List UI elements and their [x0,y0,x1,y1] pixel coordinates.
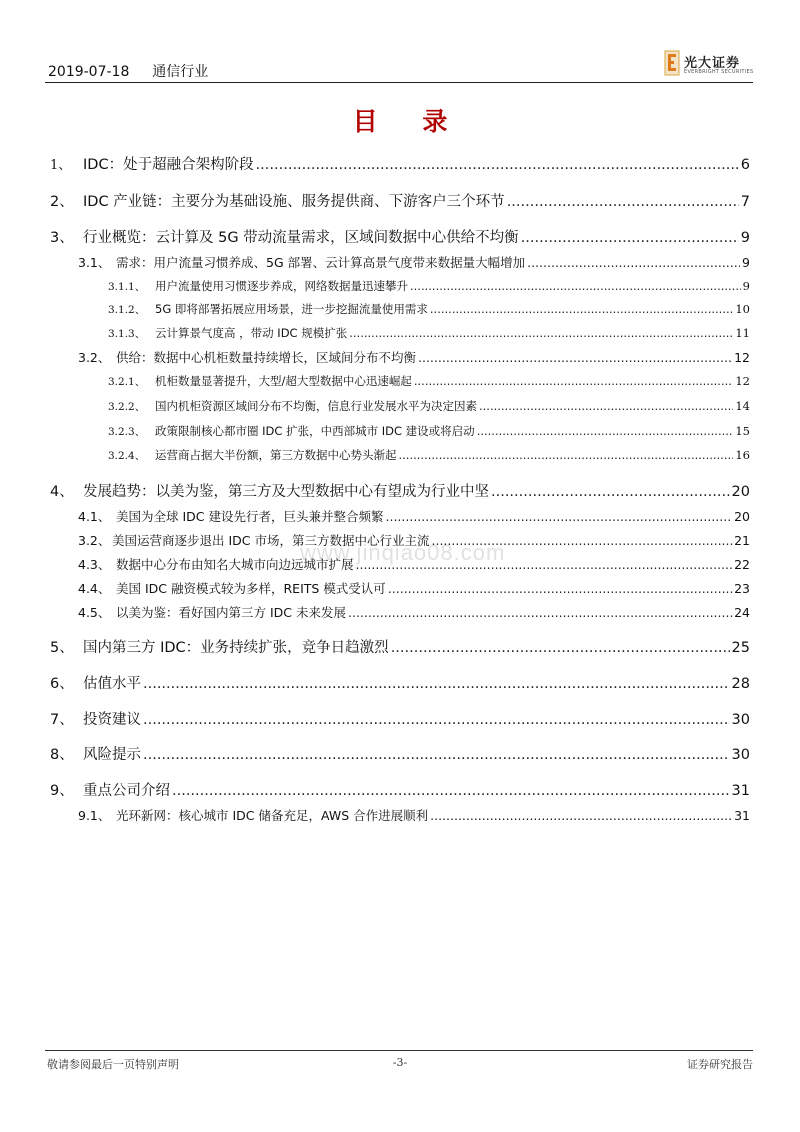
toc-number: 3.1.3、 [108,328,146,340]
toc-page: 7 [740,194,750,210]
toc-leader-dots [143,676,730,692]
logo-chinese-name: 光大证券 [684,56,741,71]
toc-number: 4.1、 [78,509,111,524]
toc-page: 15 [735,424,750,438]
toc-number: 9.1、 [78,808,111,823]
toc-entry-9-1[interactable] [78,806,750,824]
toc-leader-dots [256,157,739,173]
toc-number: 3.2、 [78,350,111,365]
toc-leader-dots [388,581,732,596]
toc-entry-1[interactable] [50,153,750,174]
toc-entry-8[interactable] [50,743,750,764]
toc-number: 3.2.1、 [108,376,146,388]
footer-disclaimer: 敬请参阅最后一页特别声明 [47,1058,179,1071]
toc-text: 5G 即将部署拓展应用场景，进一步挖掘流量使用需求 [155,302,428,316]
toc-text: 美国运营商逐步退出 IDC 市场，第三方数据中心行业主流 [112,533,430,548]
toc-text: 机柜数量显著提升，大型/超大型数据中心迅速崛起 [155,374,412,388]
toc-number: 3.2.4、 [108,450,146,462]
toc-number: 2、 [50,194,74,210]
toc-number: 9、 [50,783,74,799]
toc-leader-dots [491,484,730,500]
toc-leader-dots [356,557,733,572]
toc-text: 用户流量使用习惯逐步养成，网络数据量迅速攀升 [155,279,408,293]
everbright-logo [664,50,754,78]
toc-entry-4-4[interactable] [78,579,750,597]
toc-entry-3-1-3[interactable] [108,325,750,341]
report-header [48,61,208,81]
toc-leader-dots [507,194,739,210]
toc-text: 发展趋势：以美为鉴，第三方及大型数据中心有望成为行业中坚 [83,484,489,500]
toc-entry-4-5[interactable] [78,603,750,621]
toc-leader-dots [143,747,730,763]
toc-page: 31 [731,783,750,799]
toc-number: 3.1.2、 [108,304,146,316]
toc-page: 28 [731,676,750,692]
toc-text: 光环新网：核心城市 IDC 储备充足，AWS 合作进展顺利 [116,808,429,823]
footer-page-number: -3- [392,1056,408,1069]
toc-leader-dots [432,533,733,548]
toc-number: 4.4、 [78,581,111,596]
toc-page: 9 [740,230,750,246]
toc-page: 12 [734,350,750,365]
toc-text: 以美为鉴：看好国内第三方 IDC 未来发展 [116,605,346,620]
toc-leader-dots [349,326,733,340]
toc-page: 9 [742,279,750,293]
toc-number: 8、 [50,747,74,763]
toc-entry-3-1-1[interactable] [108,278,750,294]
industry-label: 通信行业 [152,64,209,80]
toc-entry-7[interactable] [50,708,750,729]
toc-page: 20 [731,484,750,500]
toc-leader-dots [430,302,733,316]
toc-leader-dots [391,640,730,656]
everbright-logo-icon [664,50,680,76]
toc-number: 4、 [50,484,74,500]
toc-text: 云计算景气度高 ，带动 IDC 规模扩张 [155,326,348,340]
toc-page: 10 [735,302,750,316]
toc-title: 目 录 [352,107,466,136]
toc-page: 31 [734,808,750,823]
toc-leader-dots [521,230,739,246]
toc-page: 6 [740,157,750,173]
toc-text: 数据中心分布由知名大城市向边远城市扩展 [116,557,354,572]
toc-text: 供给：数据中心机柜数量持续增长，区域间分布不均衡 [116,350,417,365]
toc-text: 政策限制核心都市圈 IDC 扩张，中西部城市 IDC 建设或将启动 [155,424,475,438]
toc-number: 5、 [50,640,74,656]
toc-text: 国内第三方 IDC：业务持续扩张，竞争日趋激烈 [83,640,389,656]
toc-page: 20 [734,509,750,524]
toc-text: 风险提示 [83,747,141,763]
toc-number: 3.2.2、 [108,401,146,413]
toc-entry-4-3[interactable] [78,555,750,573]
logo-english-name: EVERBRIGHT SECURITIES [684,69,754,75]
toc-entry-3-2[interactable] [78,348,750,366]
toc-leader-dots [479,399,733,413]
toc-number: 3.2、 [78,533,111,548]
toc-entry-9[interactable] [50,779,750,800]
toc-leader-dots [527,255,740,270]
toc-entry-3[interactable] [50,226,750,247]
toc-leader-dots [477,424,734,438]
toc-entry-4-2[interactable] [78,531,750,549]
toc-text: 行业概览：云计算及 5G 带动流量需求，区域间数据中心供给不均衡 [83,230,519,246]
toc-page: 24 [734,605,750,620]
toc-number: 6、 [50,676,74,692]
toc-text: 国内机柜资源区域间分布不均衡，信息行业发展水平为决定因素 [155,399,477,413]
report-date: 2019-07-18 [48,64,130,80]
toc-entry-4-1[interactable] [78,507,750,525]
toc-page: 14 [735,399,750,413]
toc-leader-dots [399,448,734,462]
watermark: www.jinqiao08.com [300,540,506,565]
toc-text: 运营商占据大半份额，第三方数据中心势头渐起 [155,448,397,462]
toc-leader-dots [414,374,733,388]
toc-leader-dots [430,808,732,823]
toc-entry-3-2-2[interactable] [108,398,750,414]
toc-text: IDC：处于超融合架构阶段 [83,157,254,173]
toc-entry-3-2-4[interactable] [108,447,750,463]
toc-page: 11 [735,326,750,340]
footer-report-type: 证券研究报告 [687,1058,753,1071]
toc-leader-dots [386,509,733,524]
toc-text: 需求：用户流量习惯养成、5G 部署、云计算高景气度带来数据量大幅增加 [116,255,526,270]
toc-text: 重点公司介绍 [83,783,170,799]
toc-number: 3.2.3、 [108,426,146,438]
toc-entry-6[interactable] [50,672,750,693]
toc-number: 4.3、 [78,557,111,572]
toc-page: 22 [734,557,750,572]
toc-leader-dots [348,605,732,620]
footer-divider [45,1050,753,1051]
toc-number: 7、 [50,712,74,728]
toc-text: IDC 产业链：主要分为基础设施、服务提供商、下游客户三个环节 [83,194,505,210]
toc-page: 25 [731,640,750,656]
toc-entry-3-2-1[interactable] [108,373,750,389]
toc-leader-dots [410,279,741,293]
toc-entry-3-1-2[interactable] [108,301,750,317]
header-divider [45,82,753,83]
toc-entry-3-1[interactable] [78,253,750,271]
toc-number: 3.1.1、 [108,281,146,293]
toc-number: 1、 [50,158,72,173]
toc-text: 投资建议 [83,712,141,728]
toc-number: 4.5、 [78,605,111,620]
toc-page: 12 [735,374,750,388]
toc-text: 美国为全球 IDC 建设先行者，巨头兼并整合频繁 [116,509,384,524]
toc-leader-dots [172,783,730,799]
toc-page: 30 [731,747,750,763]
toc-page: 23 [734,581,750,596]
toc-page: 30 [731,712,750,728]
toc-number: 3、 [50,230,74,246]
toc-text: 美国 IDC 融资模式较为多样，REITS 模式受认可 [116,581,386,596]
toc-text: 估值水平 [83,676,141,692]
toc-entry-4[interactable] [50,480,750,501]
toc-page: 9 [742,255,750,270]
toc-number: 3.1、 [78,255,111,270]
toc-entry-2[interactable] [50,190,750,211]
toc-page: 16 [735,448,750,462]
toc-leader-dots [418,350,732,365]
toc-entry-3-2-3[interactable] [108,423,750,439]
toc-page: 21 [734,533,750,548]
toc-leader-dots [143,712,730,728]
toc-entry-5[interactable] [50,636,750,657]
